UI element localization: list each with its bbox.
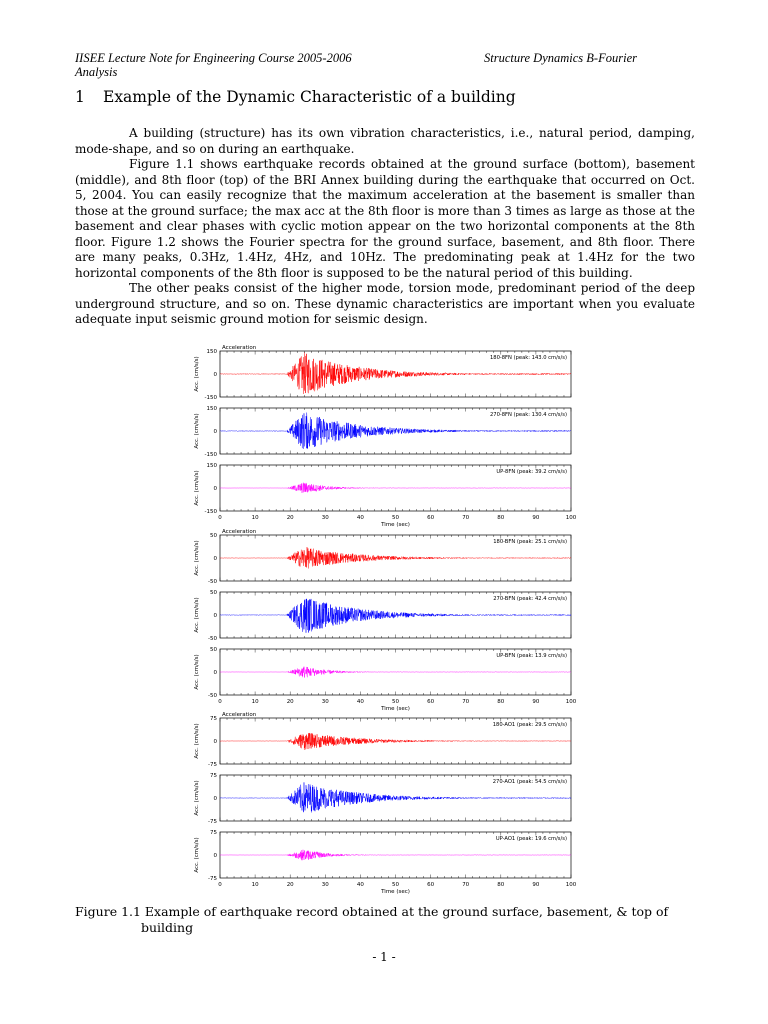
y-tick-label: 50 <box>210 647 217 653</box>
x-tick-label: 90 <box>532 515 540 521</box>
y-tick-label: 0 <box>213 429 217 435</box>
x-tick-label: 90 <box>532 882 540 888</box>
y-tick-label: -50 <box>208 579 217 585</box>
y-axis-label: Acc. (cm/s/s) <box>194 837 200 873</box>
x-tick-label: 0 <box>218 699 222 705</box>
y-axis-label: Acc. (cm/s/s) <box>194 654 200 690</box>
y-tick-label: 75 <box>210 773 217 779</box>
x-tick-label: 20 <box>286 515 294 521</box>
x-tick-label: 80 <box>497 515 505 521</box>
y-tick-label: 0 <box>213 739 217 745</box>
paragraph: A building (structure) has its own vibration characteristics, i.e., natural period, damping, mode-shape, and so on during an earthquake. <box>75 126 695 156</box>
y-tick-label: 0 <box>213 486 217 492</box>
chart-title: Acceleration <box>222 345 257 351</box>
y-axis-label: Acc. (cm/s/s) <box>194 470 200 506</box>
x-tick-label: 10 <box>251 699 259 705</box>
x-tick-label: 30 <box>321 882 329 888</box>
y-axis-label: Acc. (cm/s/s) <box>194 540 200 576</box>
running-header-right: Structure Dynamics B-Fourier <box>484 51 637 65</box>
x-tick-label: 80 <box>497 699 505 705</box>
y-axis-label: Acc. (cm/s/s) <box>194 723 200 759</box>
y-axis-label: Acc. (cm/s/s) <box>194 780 200 816</box>
x-tick-label: 50 <box>392 699 399 705</box>
x-tick-label: 0 <box>218 882 222 888</box>
series-label: 180-8FN (peak: 143.0 cm/s/s) <box>489 355 567 361</box>
series-label: 270-AO1 (peak: 54.5 cm/s/s) <box>492 779 567 785</box>
y-tick-label: 0 <box>213 670 217 676</box>
y-tick-label: -75 <box>208 876 217 882</box>
running-header-left: IISEE Lecture Note for Engineering Course 2005-2006 <box>75 51 352 65</box>
y-axis-label: Acc. (cm/s/s) <box>194 356 200 392</box>
figure-acceleration-records <box>190 343 580 908</box>
x-tick-label: 10 <box>251 515 259 521</box>
y-tick-label: 0 <box>213 556 217 562</box>
x-axis-label: Time (sec) <box>381 889 410 895</box>
waveform-line <box>220 483 571 493</box>
y-tick-label: 0 <box>213 613 217 619</box>
series-label: 180-BFN (peak: 25.1 cm/s/s) <box>493 539 567 545</box>
section-title: Example of the Dynamic Characteristic of a building <box>103 88 516 106</box>
section-heading <box>75 88 516 106</box>
x-tick-label: 70 <box>462 882 470 888</box>
x-tick-label: 40 <box>356 882 364 888</box>
waveform-line <box>220 667 571 678</box>
series-label: 270-BFN (peak: 42.4 cm/s/s) <box>493 596 567 602</box>
page-number: - 1 - <box>372 950 396 964</box>
x-tick-label: 50 <box>392 882 399 888</box>
caption-line: Figure 1.1 Example of earthquake record obtained at the ground surface, basement, & top of <box>75 904 669 919</box>
y-tick-label: 0 <box>213 796 217 802</box>
series-label: 180-AO1 (peak: 29.5 cm/s/s) <box>492 722 567 728</box>
y-tick-label: 75 <box>210 830 217 836</box>
y-tick-label: -150 <box>204 452 217 458</box>
y-tick-label: 0 <box>213 372 217 378</box>
y-axis-label: Acc. (cm/s/s) <box>194 413 200 449</box>
x-tick-label: 80 <box>497 882 505 888</box>
running-header-continuation: Analysis <box>75 65 118 79</box>
x-tick-label: 10 <box>251 882 259 888</box>
waveform-line <box>220 547 571 568</box>
caption-line: building <box>141 920 194 935</box>
y-tick-label: 50 <box>210 533 217 539</box>
x-tick-label: 30 <box>321 699 329 705</box>
x-axis-label: Time (sec) <box>381 706 410 712</box>
x-tick-label: 30 <box>321 515 329 521</box>
series-label: 270-8FN (peak: 130.4 cm/s/s) <box>489 412 567 418</box>
y-tick-label: 150 <box>206 349 217 355</box>
series-label: UP-8FN (peak: 39.2 cm/s/s) <box>496 469 567 475</box>
series-label: UP-BFN (peak: 13.9 cm/s/s) <box>496 653 567 659</box>
figure-svg <box>190 343 580 908</box>
paragraph: The other peaks consist of the higher mode, torsion mode, predominant period of the deep underground structure, and so on. These dynamic characteristics are important when you evaluate adequate input seismic ground motion for seismic design. <box>75 281 695 326</box>
y-tick-label: -75 <box>208 819 217 825</box>
x-tick-label: 20 <box>286 882 294 888</box>
x-axis-label: Time (sec) <box>381 522 410 528</box>
y-tick-label: -50 <box>208 636 217 642</box>
x-tick-label: 60 <box>427 882 435 888</box>
y-tick-label: 150 <box>206 406 217 412</box>
chart-title: Acceleration <box>222 712 257 718</box>
x-tick-label: 100 <box>565 882 577 888</box>
waveform-line <box>220 782 571 812</box>
series-label: UP-AO1 (peak: 19.6 cm/s/s) <box>495 836 567 842</box>
y-tick-label: 50 <box>210 590 217 596</box>
x-tick-label: 90 <box>532 699 540 705</box>
x-tick-label: 60 <box>427 699 435 705</box>
x-tick-label: 50 <box>392 515 399 521</box>
x-tick-label: 70 <box>462 699 470 705</box>
x-tick-label: 60 <box>427 515 435 521</box>
x-tick-label: 0 <box>218 515 222 521</box>
body-text <box>75 126 695 328</box>
x-tick-label: 40 <box>356 515 364 521</box>
paragraph: Figure 1.1 shows earthquake records obtained at the ground surface (bottom), basement (middle), and 8th floor (top) of the BRI Annex building during the earthquake that occurred on Oct. 5, 2004. You can easily recognize that the maximum acceleration at the basement is smaller than those at the ground surface; the max acc at the 8th floor is more than 3 times as large as those at the basement and clear phases with cyclic motion appear on the two horizontal components at the 8th floor. Figure 1.2 shows the Fourier spectra for the ground surface, basement, and 8th floor. There are many peaks, 0.3Hz, 1.4Hz, 4Hz, and 10Hz. The predominating peak at 1.4Hz for the two horizontal components of the 8th floor is supposed to be the natural period of this building. <box>75 157 695 280</box>
y-tick-label: -50 <box>208 693 217 699</box>
waveform-line <box>220 733 571 750</box>
x-tick-label: 20 <box>286 699 294 705</box>
y-tick-label: -75 <box>208 762 217 768</box>
section-number: 1 <box>75 88 85 106</box>
y-tick-label: -150 <box>204 395 217 401</box>
y-tick-label: 150 <box>206 463 217 469</box>
y-axis-label: Acc. (cm/s/s) <box>194 597 200 633</box>
x-tick-label: 40 <box>356 699 364 705</box>
y-tick-label: 75 <box>210 716 217 722</box>
y-tick-label: -150 <box>204 509 217 515</box>
y-tick-label: 0 <box>213 853 217 859</box>
x-tick-label: 70 <box>462 515 470 521</box>
x-tick-label: 100 <box>565 699 577 705</box>
waveform-line <box>220 850 571 860</box>
chart-title: Acceleration <box>222 529 257 535</box>
waveform-line <box>220 599 571 633</box>
x-tick-label: 100 <box>565 515 577 521</box>
figure-caption <box>75 904 695 936</box>
